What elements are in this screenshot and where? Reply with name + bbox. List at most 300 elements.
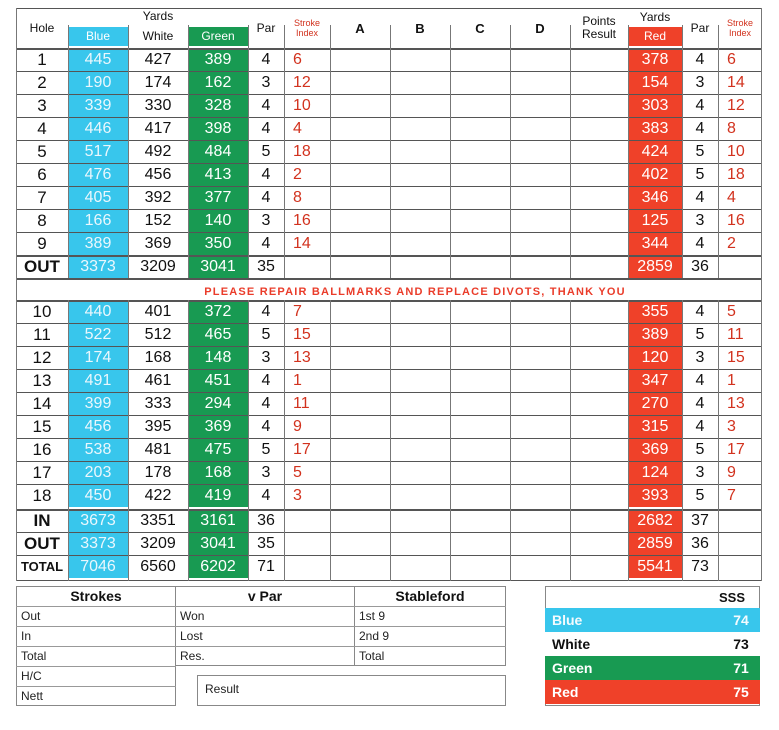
red-par-cell: 5 — [695, 486, 705, 504]
points-result-cell[interactable] — [570, 415, 628, 438]
green-yards-cell: 148 — [188, 346, 248, 369]
player-b-score-cell[interactable] — [390, 369, 450, 392]
player-c-score-cell[interactable] — [450, 392, 510, 415]
white-yards-cell: 3209 — [140, 534, 176, 552]
white-tee-header: White — [142, 29, 174, 43]
white-yards-cell: 422 — [144, 486, 172, 504]
course-message: PLEASE REPAIR BALLMARKS AND REPLACE DIVOTS, THANK YOU — [204, 286, 626, 298]
stroke-index-cell: 9 — [293, 417, 302, 435]
player-d-score-cell[interactable] — [510, 48, 570, 71]
blue-yards-cell: 3673 — [68, 509, 128, 532]
strokes-row-label: Nett — [21, 689, 44, 703]
player-a-score-cell[interactable] — [330, 71, 390, 94]
points-result-cell[interactable] — [570, 346, 628, 369]
stableford-row-label: 2nd 9 — [359, 629, 390, 643]
player-b-score-cell[interactable] — [390, 71, 450, 94]
grid-line — [16, 8, 17, 581]
stroke-index-cell: 17 — [293, 440, 311, 458]
player-b-score-cell[interactable] — [390, 255, 450, 278]
stroke-index-cell — [284, 509, 330, 532]
row-hole-label: 9 — [37, 233, 47, 253]
sss-row-white — [545, 632, 760, 656]
vpar-header: v Par — [247, 588, 283, 604]
par-cell: 3 — [261, 211, 271, 229]
red-stroke-index-cell: 4 — [727, 188, 736, 206]
grid-line — [450, 300, 451, 581]
red-par-cell: 3 — [695, 211, 705, 229]
player-c-score-cell[interactable] — [450, 255, 510, 278]
points-result-cell[interactable] — [570, 94, 628, 117]
player-b-score-cell[interactable] — [390, 555, 450, 578]
red-par-cell: 36 — [691, 534, 709, 552]
player-b-score-cell[interactable] — [390, 209, 450, 232]
par-cell: 4 — [261, 119, 271, 137]
player-d-score-cell[interactable] — [510, 346, 570, 369]
player-b-score-cell[interactable] — [390, 94, 450, 117]
stroke-index-cell — [284, 532, 330, 555]
sss-row-green — [545, 656, 760, 680]
player-b-score-cell[interactable] — [390, 163, 450, 186]
player-c-score-cell[interactable] — [450, 346, 510, 369]
player-c-score-cell[interactable] — [450, 461, 510, 484]
row-hole-label: 16 — [32, 439, 52, 459]
player-b-score-cell[interactable] — [390, 415, 450, 438]
player-a-score-cell[interactable] — [330, 532, 390, 555]
blue-yards-cell: 450 — [68, 484, 128, 507]
red-yards-header: Yards — [639, 10, 671, 24]
stroke-index-cell: 2 — [293, 165, 302, 183]
grid-line — [128, 300, 129, 581]
white-yards-cell: 417 — [144, 119, 172, 137]
blue-yards-cell: 405 — [68, 186, 128, 209]
player-d-score-cell[interactable] — [510, 323, 570, 346]
player-b-score-cell[interactable] — [390, 48, 450, 71]
red-par-cell: 4 — [695, 188, 705, 206]
grid-line — [718, 300, 719, 581]
player-b-score-cell[interactable] — [390, 438, 450, 461]
grid-line — [16, 8, 762, 9]
player-c-score-cell[interactable] — [450, 232, 510, 255]
player-c-score-cell[interactable] — [450, 94, 510, 117]
points-result-cell[interactable] — [570, 48, 628, 71]
player-c-score-cell[interactable] — [450, 484, 510, 507]
player-b-score-cell[interactable] — [390, 509, 450, 532]
player-d-score-cell[interactable] — [510, 369, 570, 392]
player-d-score-cell[interactable] — [510, 255, 570, 278]
player-d-score-cell[interactable] — [510, 461, 570, 484]
points-result-cell[interactable] — [570, 163, 628, 186]
red-stroke-index-cell — [718, 555, 762, 578]
strokes-row-label: H/C — [21, 669, 42, 683]
player-d-score-cell[interactable] — [510, 300, 570, 323]
stroke-index-cell — [284, 555, 330, 578]
blue-yards-cell: 445 — [68, 48, 128, 71]
green-yards-cell: 484 — [188, 140, 248, 163]
player-b-score-cell[interactable] — [390, 392, 450, 415]
stroke-index-cell: 5 — [293, 463, 302, 481]
grid-line — [390, 300, 391, 581]
points-result-header — [570, 8, 628, 48]
grid-line — [68, 25, 69, 278]
red-yards-cell: 124 — [628, 461, 682, 484]
row-hole-label: 6 — [37, 164, 47, 184]
red-par-cell: 4 — [695, 394, 705, 412]
blue-yards-cell: 476 — [68, 163, 128, 186]
green-yards-cell: 328 — [188, 94, 248, 117]
red-stroke-index-cell: 9 — [727, 463, 736, 481]
summary-divider — [16, 666, 176, 667]
points-result-cell[interactable] — [570, 300, 628, 323]
sss-red-name: Red — [552, 684, 579, 700]
points-result-cell[interactable] — [570, 438, 628, 461]
white-yards-cell: 3209 — [140, 257, 176, 275]
player-a-score-cell[interactable] — [330, 300, 390, 323]
player-c-score-cell[interactable] — [450, 300, 510, 323]
points-result-cell[interactable] — [570, 186, 628, 209]
red-par-cell: 3 — [695, 73, 705, 91]
red-stroke-index-cell: 2 — [727, 234, 736, 252]
green-yards-cell: 377 — [188, 186, 248, 209]
player-a-score-cell[interactable] — [330, 323, 390, 346]
par-cell: 4 — [261, 302, 271, 320]
player-d-score-cell[interactable] — [510, 509, 570, 532]
stroke-index-cell: 7 — [293, 302, 302, 320]
red-yards-cell: 125 — [628, 209, 682, 232]
row-hole-label: 4 — [37, 118, 47, 138]
red-stroke-index-cell: 11 — [727, 325, 744, 343]
red-stroke-index-cell — [718, 509, 762, 532]
red-stroke-index-cell: 13 — [727, 394, 745, 412]
red-yards-cell: 393 — [628, 484, 682, 507]
par-cell: 4 — [261, 188, 271, 206]
points-result-cell[interactable] — [570, 509, 628, 532]
red-stroke-index-line2: Index — [728, 28, 752, 38]
player-c-header: C — [475, 20, 485, 36]
player-c-score-cell[interactable] — [450, 140, 510, 163]
player-c-score-cell[interactable] — [450, 323, 510, 346]
row-hole-label: 18 — [32, 485, 52, 505]
red-par-cell: 5 — [695, 142, 705, 160]
par-cell: 4 — [261, 234, 271, 252]
white-yards-cell: 174 — [144, 73, 172, 91]
points-result-cell[interactable] — [570, 392, 628, 415]
grid-line — [330, 300, 331, 581]
player-a-score-cell[interactable] — [330, 232, 390, 255]
player-b-score-cell[interactable] — [390, 532, 450, 555]
player-d-score-cell[interactable] — [510, 415, 570, 438]
points-result-cell[interactable] — [570, 255, 628, 278]
row-hole-label: IN — [33, 510, 51, 530]
points-result-cell[interactable] — [570, 117, 628, 140]
par-cell: 4 — [261, 394, 271, 412]
green-yards-cell: 3161 — [188, 509, 248, 532]
grid-line — [682, 300, 683, 581]
row-hole-label: OUT — [24, 533, 60, 553]
row-hole-label: 15 — [32, 416, 52, 436]
points-result-cell[interactable] — [570, 232, 628, 255]
points-result-cell[interactable] — [570, 369, 628, 392]
player-a-score-cell[interactable] — [330, 438, 390, 461]
sss-red-value: 75 — [733, 684, 749, 700]
sss-blue-value: 74 — [733, 612, 749, 628]
player-b-score-cell[interactable] — [390, 300, 450, 323]
player-b-score-cell[interactable] — [390, 232, 450, 255]
row-hole-label: 8 — [37, 210, 47, 230]
sss-header: SSS — [718, 590, 745, 605]
player-b-score-cell[interactable] — [390, 346, 450, 369]
white-yards-cell: 461 — [144, 371, 172, 389]
points-result-cell[interactable] — [570, 484, 628, 507]
player-b-score-cell[interactable] — [390, 461, 450, 484]
blue-yards-cell: 446 — [68, 117, 128, 140]
grid-line — [248, 25, 249, 278]
player-c-score-cell[interactable] — [450, 415, 510, 438]
points-result-cell[interactable] — [570, 461, 628, 484]
player-a-score-cell[interactable] — [330, 255, 390, 278]
player-a-score-cell[interactable] — [330, 209, 390, 232]
red-stroke-index-header — [718, 8, 762, 48]
player-b-score-cell[interactable] — [390, 186, 450, 209]
par-cell: 3 — [261, 348, 271, 366]
player-d-score-cell[interactable] — [510, 209, 570, 232]
summary-divider — [175, 606, 355, 607]
player-d-score-cell[interactable] — [510, 532, 570, 555]
player-d-score-cell[interactable] — [510, 140, 570, 163]
sss-white-value: 73 — [733, 636, 749, 652]
player-a-score-cell[interactable] — [330, 484, 390, 507]
grid-line — [284, 25, 285, 278]
player-d-score-cell[interactable] — [510, 484, 570, 507]
points-result-cell[interactable] — [570, 555, 628, 578]
player-c-score-cell[interactable] — [450, 509, 510, 532]
yards-header: Yards — [142, 9, 174, 23]
red-yards-cell: 383 — [628, 117, 682, 140]
red-yards-cell: 2859 — [628, 255, 682, 278]
blue-yards-cell: 389 — [68, 232, 128, 255]
player-a-score-cell[interactable] — [330, 140, 390, 163]
red-stroke-index-cell: 12 — [727, 96, 745, 114]
grid-line — [128, 25, 129, 278]
grid-line — [330, 25, 331, 278]
player-d-score-cell[interactable] — [510, 117, 570, 140]
player-c-score-cell[interactable] — [450, 555, 510, 578]
white-yards-cell: 395 — [144, 417, 172, 435]
player-a-score-cell[interactable] — [330, 461, 390, 484]
blue-yards-cell: 517 — [68, 140, 128, 163]
stableford-row-label: Total — [359, 649, 385, 663]
player-d-header: D — [535, 20, 545, 36]
red-yards-cell: 389 — [628, 323, 682, 346]
points-result-cell[interactable] — [570, 140, 628, 163]
stableford-header: Stableford — [395, 588, 465, 604]
stroke-index-cell: 4 — [293, 119, 302, 137]
player-b-score-cell[interactable] — [390, 484, 450, 507]
player-c-score-cell[interactable] — [450, 369, 510, 392]
red-yards-cell: 344 — [628, 232, 682, 255]
blue-yards-cell: 491 — [68, 369, 128, 392]
green-yards-cell: 140 — [188, 209, 248, 232]
player-d-score-cell[interactable] — [510, 71, 570, 94]
row-hole-label: 5 — [37, 141, 47, 161]
sss-row-blue — [545, 608, 760, 632]
player-a-score-cell[interactable] — [330, 509, 390, 532]
blue-yards-cell: 440 — [68, 300, 128, 323]
player-d-score-cell[interactable] — [510, 232, 570, 255]
summary-divider — [16, 686, 176, 687]
green-yards-cell: 3041 — [188, 255, 248, 278]
grid-line — [248, 300, 249, 581]
white-yards-cell: 168 — [144, 348, 172, 366]
stroke-index-cell: 16 — [293, 211, 311, 229]
sss-white-name: White — [552, 636, 591, 652]
white-yards-cell: 178 — [144, 463, 172, 481]
red-stroke-index-cell — [718, 532, 762, 555]
stroke-index-cell: 1 — [293, 371, 302, 389]
player-c-score-cell[interactable] — [450, 163, 510, 186]
blue-yards-cell: 174 — [68, 346, 128, 369]
blue-yards-cell: 3373 — [68, 532, 128, 555]
player-a-score-cell[interactable] — [330, 415, 390, 438]
grid-line — [450, 25, 451, 278]
red-yards-cell: 347 — [628, 369, 682, 392]
stroke-index-cell: 18 — [293, 142, 311, 160]
player-a-score-cell[interactable] — [330, 163, 390, 186]
par-cell: 35 — [257, 534, 275, 552]
blue-yards-cell: 339 — [68, 94, 128, 117]
player-a-score-cell[interactable] — [330, 555, 390, 578]
grid-line — [68, 300, 69, 581]
stroke-index-cell: 6 — [293, 50, 302, 68]
player-d-score-cell[interactable] — [510, 438, 570, 461]
white-yards-cell: 369 — [144, 234, 172, 252]
par-cell: 4 — [261, 417, 271, 435]
par-cell: 36 — [257, 511, 275, 529]
player-d-score-cell[interactable] — [510, 555, 570, 578]
stroke-index-cell: 15 — [293, 325, 311, 343]
result-box[interactable] — [197, 675, 506, 706]
player-c-score-cell[interactable] — [450, 209, 510, 232]
white-yards-cell: 6560 — [140, 557, 176, 575]
points-result-cell[interactable] — [570, 532, 628, 555]
summary-divider — [175, 626, 355, 627]
stroke-index-header-line1: Stroke — [293, 18, 320, 28]
summary-divider — [354, 606, 506, 607]
par-cell: 4 — [261, 371, 271, 389]
player-d-score-cell[interactable] — [510, 163, 570, 186]
player-d-score-cell[interactable] — [510, 186, 570, 209]
blue-yards-cell: 166 — [68, 209, 128, 232]
red-yards-cell: 2682 — [628, 509, 682, 532]
red-par-cell: 73 — [691, 557, 709, 575]
vpar-row-label: Res. — [180, 649, 205, 663]
player-c-score-cell[interactable] — [450, 48, 510, 71]
stroke-index-cell: 10 — [293, 96, 311, 114]
player-a-score-cell[interactable] — [330, 369, 390, 392]
green-yards-cell: 372 — [188, 300, 248, 323]
row-hole-label: 3 — [37, 95, 47, 115]
player-a-score-cell[interactable] — [330, 94, 390, 117]
white-yards-cell: 401 — [144, 302, 172, 320]
player-c-score-cell[interactable] — [450, 117, 510, 140]
vpar-row-label: Lost — [180, 629, 203, 643]
par-cell: 3 — [261, 463, 271, 481]
green-yards-cell: 451 — [188, 369, 248, 392]
green-yards-cell: 6202 — [188, 555, 248, 578]
red-par-cell: 4 — [695, 371, 705, 389]
blue-yards-cell: 3373 — [68, 255, 128, 278]
player-a-score-cell[interactable] — [330, 48, 390, 71]
red-stroke-index-cell — [718, 255, 762, 278]
points-result-cell[interactable] — [570, 323, 628, 346]
stroke-index-header-line2: Index — [295, 28, 319, 38]
strokes-row-label: Out — [21, 609, 41, 623]
grid-line — [570, 25, 571, 278]
red-par-cell: 5 — [695, 440, 705, 458]
player-b-score-cell[interactable] — [390, 140, 450, 163]
red-yards-cell: 355 — [628, 300, 682, 323]
red-yards-cell: 378 — [628, 48, 682, 71]
blue-yards-cell: 399 — [68, 392, 128, 415]
stroke-index-cell: 12 — [293, 73, 311, 91]
summary-divider — [16, 606, 176, 607]
red-yards-cell: 270 — [628, 392, 682, 415]
points-result-cell[interactable] — [570, 71, 628, 94]
player-a-header: A — [355, 20, 365, 36]
green-yards-cell: 398 — [188, 117, 248, 140]
green-yards-cell: 162 — [188, 71, 248, 94]
white-yards-cell: 333 — [144, 394, 172, 412]
red-par-cell: 4 — [695, 96, 705, 114]
player-a-score-cell[interactable] — [330, 392, 390, 415]
player-a-score-cell[interactable] — [330, 346, 390, 369]
red-par-cell: 37 — [691, 511, 709, 529]
red-par-cell: 5 — [695, 325, 705, 343]
points-header-line1: Points — [582, 14, 616, 28]
stroke-index-cell: 11 — [293, 394, 310, 412]
row-hole-label: 11 — [33, 324, 51, 344]
row-hole-label: TOTAL — [20, 559, 64, 574]
sss-blue-name: Blue — [552, 612, 583, 628]
row-hole-label: 17 — [32, 462, 52, 482]
player-d-score-cell[interactable] — [510, 392, 570, 415]
player-b-score-cell[interactable] — [390, 323, 450, 346]
player-b-header: B — [415, 20, 425, 36]
red-stroke-index-cell: 7 — [727, 486, 736, 504]
player-b-score-cell[interactable] — [390, 117, 450, 140]
red-par-cell: 4 — [695, 50, 705, 68]
green-yards-cell: 465 — [188, 323, 248, 346]
player-c-score-cell[interactable] — [450, 186, 510, 209]
player-c-score-cell[interactable] — [450, 438, 510, 461]
green-yards-cell: 475 — [188, 438, 248, 461]
stroke-index-cell: 14 — [293, 234, 311, 252]
green-yards-cell: 294 — [188, 392, 248, 415]
par-cell: 4 — [261, 96, 271, 114]
blue-yards-cell: 538 — [68, 438, 128, 461]
red-yards-cell: 346 — [628, 186, 682, 209]
points-result-cell[interactable] — [570, 209, 628, 232]
player-c-score-cell[interactable] — [450, 71, 510, 94]
grid-line — [682, 25, 683, 278]
player-c-score-cell[interactable] — [450, 532, 510, 555]
grid-line — [188, 300, 189, 581]
red-stroke-index-cell: 18 — [727, 165, 745, 183]
player-a-score-cell[interactable] — [330, 186, 390, 209]
summary-divider — [16, 646, 176, 647]
player-d-score-cell[interactable] — [510, 94, 570, 117]
player-a-score-cell[interactable] — [330, 117, 390, 140]
blue-yards-cell: 7046 — [68, 555, 128, 578]
